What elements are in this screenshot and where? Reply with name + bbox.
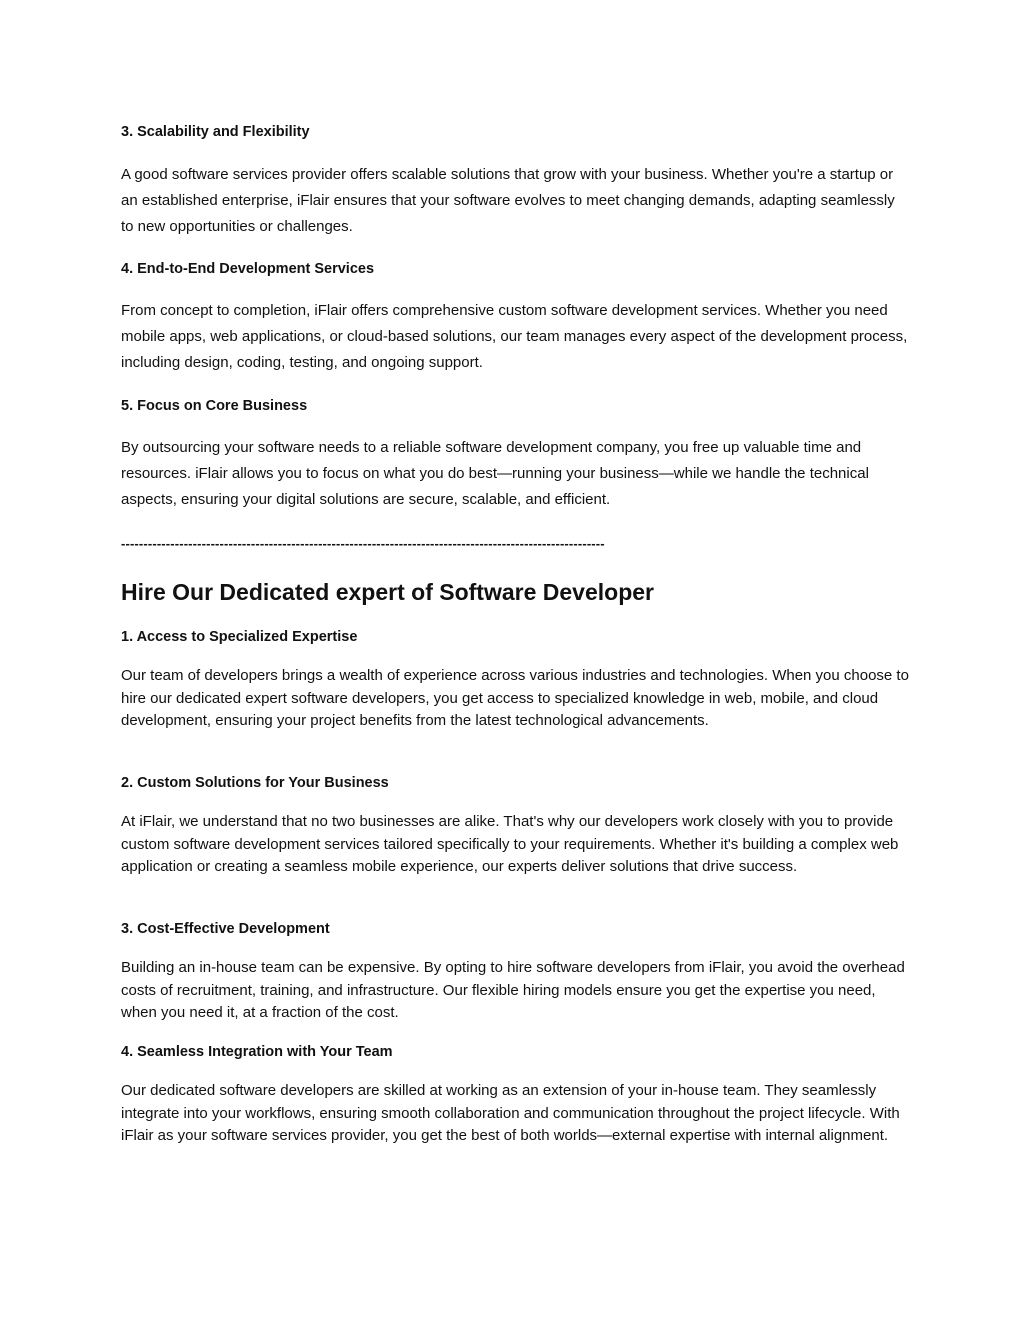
paragraph-cost-effective: Building an in-house team can be expensive. By opting to hire software developers from iFlair, you avoid the overhead costs of recruitment, training, and infrastructure. Our flexible hiring models ensure you get the expertise you need, when you need it, at a fraction of the cost. — [121, 959, 905, 1021]
paragraph-core-business: By outsourcing your software needs to a reliable software development company, you free up valuable time and resources. iFlair allows you to focus on what you do best—running your business—while we handle the technical aspects, ensuring your digital solutions are secure, scalable, and efficient. — [121, 439, 869, 508]
paragraph-custom-solutions: At iFlair, we understand that no two businesses are alike. That's why our developers work closely with you to provide custom software development services tailored specifically to your requirements. Whether it's building a complex web application or creating a seamless mobile experience, our experts deliver solutions that drive success. — [121, 813, 899, 875]
dashed-divider: ------------------------------------------------------------------------------------------------------------ — [121, 536, 605, 551]
section-heading-specialized-expertise: 1. Access to Specialized Expertise — [121, 629, 358, 645]
section-heading-cost-effective: 3. Cost-Effective Development — [121, 921, 330, 937]
paragraph-end-to-end: From concept to completion, iFlair offers comprehensive custom software development services. Whether you need mobile apps, web applications, or cloud-based solutions, our team manages every aspect of the development process, including design, coding, testing, and ongoing support. — [121, 302, 908, 371]
section-heading-core-business: 5. Focus on Core Business — [121, 398, 308, 414]
section-heading-seamless-integration: 4. Seamless Integration with Your Team — [121, 1044, 393, 1060]
paragraph-seamless-integration: Our dedicated software developers are skilled at working as an extension of your in-house team. They seamlessly integrate into your workflows, ensuring smooth collaboration and communication throughout the project lifecycle. With iFlair as your software services provider, you get the best of both worlds—external expertise with internal alignment. — [121, 1082, 900, 1144]
main-heading: Hire Our Dedicated expert of Software Developer — [121, 579, 654, 605]
section-heading-scalability: 3. Scalability and Flexibility — [121, 124, 310, 140]
section-heading-custom-solutions: 2. Custom Solutions for Your Business — [121, 775, 389, 791]
paragraph-specialized-expertise: Our team of developers brings a wealth of experience across various industries and technologies. When you choose to hire our dedicated expert software developers, you get access to specialized knowledge in web, mobile, and cloud development, ensuring your project benefits from the latest technological advancements. — [121, 667, 909, 729]
paragraph-scalability: A good software services provider offers scalable solutions that grow with your business. Whether you're a startup or an established enterprise, iFlair ensures that your software evolves to meet changing demands, adapting seamlessly to new opportunities or challenges. — [121, 166, 895, 235]
section-heading-end-to-end: 4. End-to-End Development Services — [121, 261, 375, 277]
